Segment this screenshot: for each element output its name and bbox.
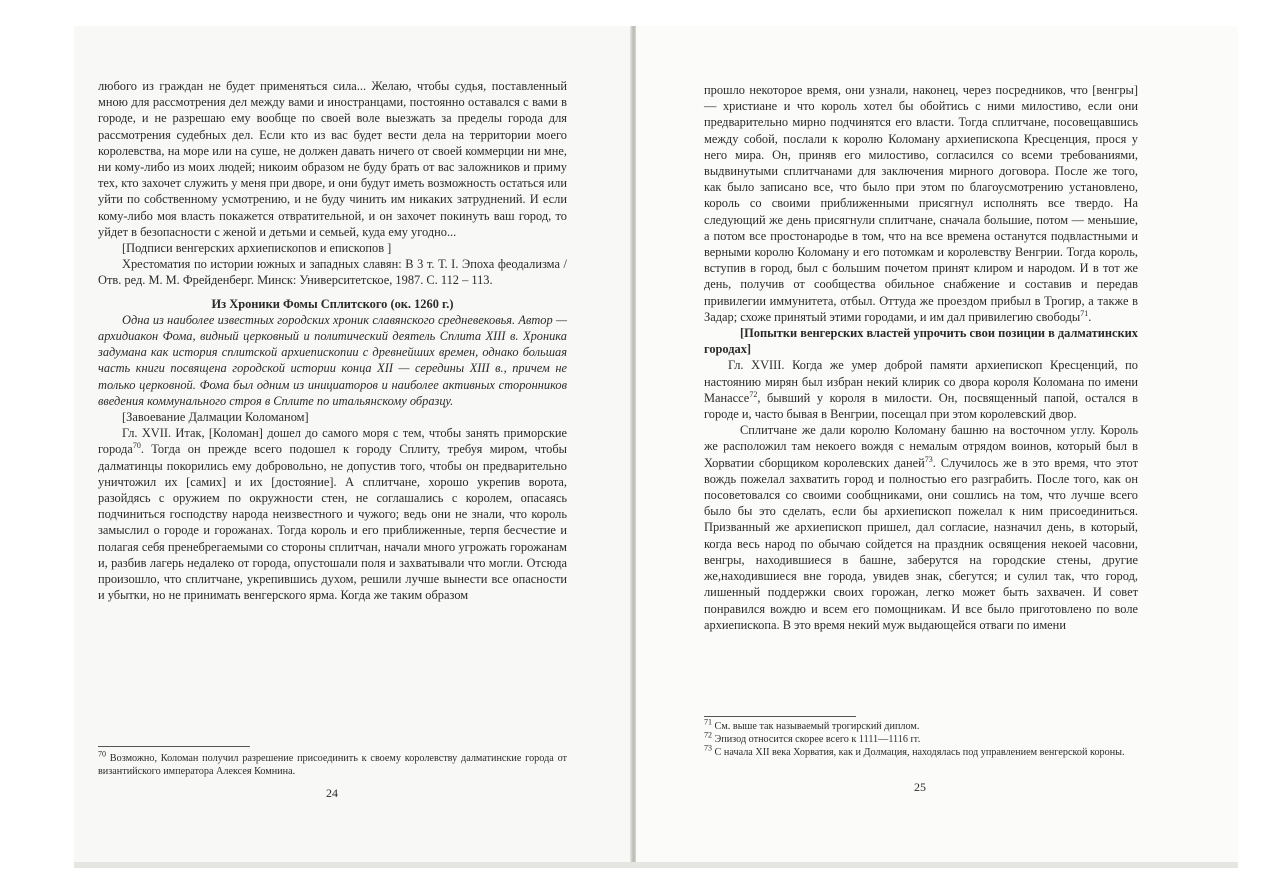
chapter-17-text-b: . Тогда он прежде всего подошел к городу Сплиту, требуя миром, чтобы далматинцы покорились ему добровольно, не допустив того, чтобы он предварительно уничтожил их [самих] и их [достояние]. А сплитчане, хорошо укрепив ворота, разойдясь с оружием по окружности стен, не соглашались с королем, опасаясь подчиниться господству народа неизвестного и чужого; ведь они не знали, что король замыслил о городе и горожанах. Тогда король и его приближенные, терпя бесчестие и полагая себя пренебрегаемыми со стороны сплитчан, начали много угрожать горожанам и, разбив лагерь недалеко от города, опустошали поля и захватывали что могли. Отсюда произошло, что сплитчане, укрепившись духом, решили лучше вынести все опасности и убытки, но не принимать венгерского ярма. Когда же таким образом [98, 442, 567, 603]
paragraph-text-b: . Случилось же в это время, что этот вождь пожелал захватить город и полностью его разграбить. После того, как он посоветовался со своими сообщниками, они сошлись на том, что лучше всего было бы это сделать, если бы архиепископ пожелал к ним присоединиться. Призванный же архиепископ пришел, дал согласие, назначил день, в который, когда весь народ по обычаю сойдется на праздник освящения некоей часовни, венгры, находившиеся в башне, заберутся на городские стены, другие же,находившиеся вне города, увидев знак, сбегутся; и сулил так, что город, лишенный поддержки своих горожан, легко может быть захвачен. И совет понравился вождю и всем его помощникам. И все было приготовлено по воле архиепископа. В это время некий муж выдающейся отваги по имени [704, 455, 1138, 632]
section-heading: [Попытки венгерских властей упрочить свои позиции в далматинских городах] [704, 326, 1138, 357]
book-gutter [630, 26, 636, 868]
page-number: 24 [326, 786, 338, 800]
paragraph-text-a: Сплитчане же дали королю Коломану башню на восточном углу. Король же расположил там некоего вождя с немалым отрядом воинов, который был в Хорватии сборщиком королевских даней [704, 423, 1138, 470]
chapter-17-text-a: Гл. XVII. Итак, [Коломан] дошел до самого моря с тем, чтобы занять приморские города [98, 426, 567, 457]
footnotes [704, 717, 1138, 759]
footnote-ref-71: 71 [1080, 308, 1089, 318]
section-heading: Из Хроники Фомы Сплитского (ок. 1260 г.) [211, 296, 454, 311]
footnote-text: Возможно, Коломан получил разрешение присоединить к своему королевству далматинские города от византийского императора Алексея Комнина. [98, 753, 567, 777]
footnote-ref-72: 72 [749, 389, 758, 399]
footnote-72: $^{72}$ Эпизод относится скорее всего к 1111—1116 гг. [704, 730, 921, 745]
chronicle-intro: Одна из наиболее известных городских хроник славянского средневековья. Автор — архидиакон Фома, видный церковный и политический деятель Сплита XIII в. Хроника задумана как история сплитской архиепископии с древнейших времен, однако большая часть книги посвящена городской истории конца XII — середины XIII в., причем не только церковной. Фома был одним из инициаторов и наиболее активных сторонников введения коммунального строя в Сплите по итальянскому образцу. [98, 312, 567, 408]
footnote-70 [98, 749, 567, 778]
paragraph: любого из граждан не будет применяться сила... Желаю, чтобы судья, поставленный мною для рассмотрения дел между вами и иностранцами, постоянно оставался с вами в городе, и не разрешаю ему вообще по своей воле выезжать за пределы города для рассмотрения судебных дел. Если кто из вас будет вести дела на территории моего королевства, на море или на суше, не должен давать ничего от своей коммерции ни мне, ни кому-либо из моих людей; никоим образом не буду брать от вас заложников и приму тех, кто захочет служить у меня при дворе, и они будут иметь возможность остаться или уйти по собственному усмотрению, и не буду чинить им никаких затруднений. И если кому-либо моя власть покажется отвратительной, и он захочет покинуть ваш город, то уйдет в безопасности с женой и детьми и семьей, куда ему угодно... [98, 79, 567, 239]
paragraph-text-a: прошло некоторое время, они узнали, наконец, через посредников, что [венгры] — христиане и что король хотел бы обойтись с ними милостиво, если они предварительно мирно подчинятся его власти. Тогда сплитчане, посовещавшись между собой, послали к королю Коломану архиепископа Кресценция, прося у него мира. Он, приняв его милостиво, согласился со всеми требованиями, выдвинутыми сплитчанами для заключения мирного договора. После же того, как было записано все, что было при этом по благоусмотрению установлено, король со своими приближенными присягнул исполнять все твердо. На следующий же день присягнули сплитчане, сначала большие, потом — меньшие, а потом все простонародье в том, что на все времена останутся подвластными и верными королю Коломану и его потомкам и королевству Венгрии. Тогда король, вступив в город, был с большим почетом принят клиром и народом. И в тот же день, получив от сообщества обильное снабжение и составив и передав привилегии иммунитета, отбыл. Оттуда же проездом прибыл в Трогир, а также в Задар; схоже принятый этими городами, и им дал привилегию свободы [704, 83, 1138, 324]
left-page [74, 26, 634, 868]
chapter-17 [98, 425, 567, 603]
source-citation: Хрестоматия по истории южных и западных славян: В 3 т. Т. I. Эпоха феодализма / Отв. ред. М. М. Фрейденберг. Минск: Университетское, 1987. С. 112 – 113. [98, 257, 567, 288]
subsection-title: [Завоевание Далмации Коломаном] [122, 410, 309, 425]
left-page-text [98, 78, 567, 604]
chapter-18-text-a: Гл. XVIII. Когда же умер доброй памяти архиепископ Кресценций, по настоянию мирян был избран некий клирик со двора короля Коломана по имени Манассе [704, 358, 1138, 405]
footnote-number: 70 [98, 749, 106, 759]
footnote-ref-73: 73 [924, 454, 933, 464]
scan-bottom-edge [74, 862, 1238, 868]
footnote-73: $^{73}$ С начала XII века Хорватия, как и Долмация, находялась под управлением венгерской короны. [704, 743, 1125, 758]
signatures-note: [Подписи венгерских архиепископов и епископов ] [122, 241, 392, 256]
chapter-18 [704, 357, 1138, 422]
footnote-ref-70: 70 [132, 441, 141, 451]
right-page [637, 26, 1238, 868]
chapter-18-text-b: , бывший у короля в милости. Он, посвященный папой, остался в городе и, часто бывая в Венгрии, посещал при этом королевский двор. [704, 390, 1138, 422]
paragraph [704, 422, 1138, 633]
paragraph: прошло некоторое время, они узнали, наконец, через посредников, что [венгры] — христиане и что король хотел бы обойтись с ними милостиво, если они предварительно мирно подчинятся его власти. Тогда сплитчане, посовещавшись между собой, послали к королю Коломану архиепископа Кресценция, прося у него мира. Он, приняв его милостиво, согласился со всеми требованиями, выдвинутыми сплитчанами для заключения мирного договора. После же того, как было записано все, что было при этом по благоусмотрению установлено, король со своими приближенными присягнул исполнять все твердо. На следующий же день присягнули сплитчане, сначала большие, потом — меньшие, а потом все простонародье в том, что на все времена останутся подвластными и верными королю Коломану и его потомкам и королевству Венгрии. Тогда король, вступив в город, был с большим почетом принят клиром и народом. И в тот же день, получив от сообщества обильное снабжение и составив и передав привилегии иммунитета, отбыл. Оттуда же проездом прибыл в Трогир, а также в Задар; схоже принятый этими городами, и им дал привилегию свободы$^{71}$. [704, 83, 1138, 324]
footnote-71: $^{71}$ См. выше так называемый трогирский диплом. [704, 717, 920, 732]
right-page-text [704, 82, 1138, 633]
footnote-rule [98, 746, 250, 747]
footnote-rule [704, 716, 856, 717]
book-scan [74, 26, 1238, 868]
page-number: 25 [914, 780, 926, 794]
